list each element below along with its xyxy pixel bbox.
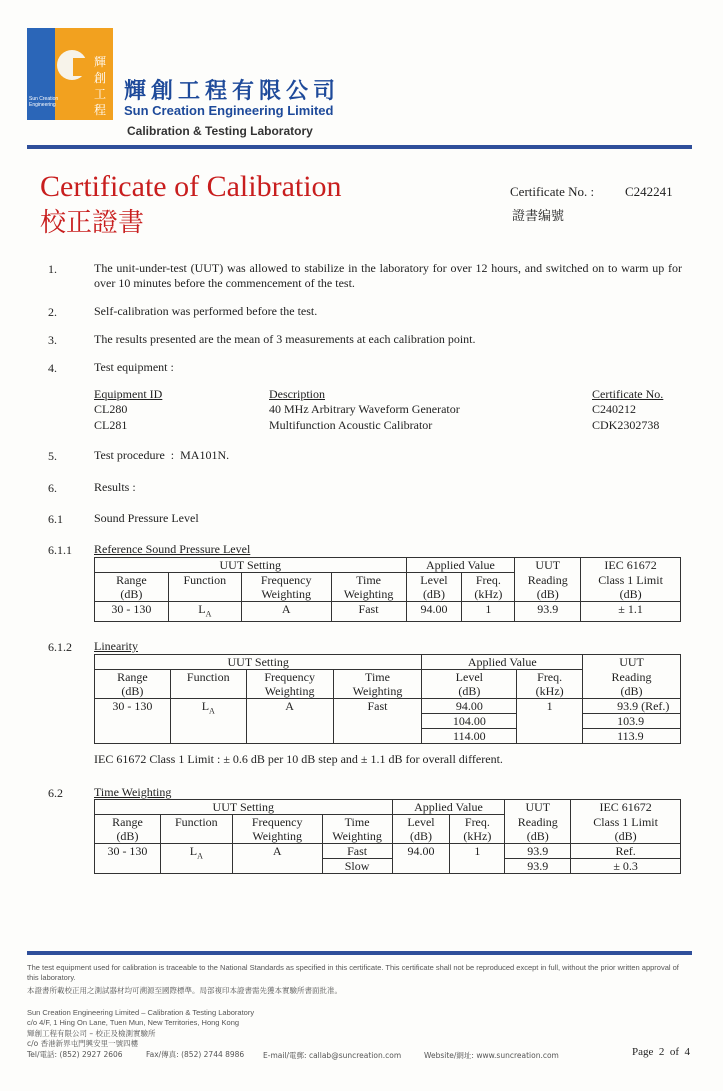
- item-number: 5.: [48, 449, 57, 463]
- range-header: Range (dB): [95, 573, 169, 602]
- reading-cell: 113.9: [583, 729, 681, 744]
- level-header: Level (dB): [406, 573, 462, 602]
- equipment-header-certificate: Certificate No.: [592, 387, 664, 401]
- item-text: Test procedure : MA101N.: [94, 448, 230, 462]
- section-heading: Reference Sound Pressure Level: [94, 542, 251, 556]
- item-text: Test equipment :: [94, 360, 174, 374]
- table-row: [95, 844, 681, 859]
- limit-cell: ± 0.3: [571, 859, 681, 874]
- header-divider: [27, 145, 692, 149]
- freq-header: Freq. (kHz): [517, 670, 583, 699]
- limit-cell: Ref.: [571, 844, 681, 859]
- reading-cell: 93.9 (Ref.): [583, 699, 681, 714]
- linearity-limit-note: IEC 61672 Class 1 Limit : ± 0.6 dB per 10 dB step and ± 1.1 dB for overall different.: [94, 752, 503, 766]
- certificate-title-cn: 校正證書: [40, 208, 145, 238]
- reading-cell: 93.9: [515, 602, 581, 622]
- frequency-weighting-header: Frequency Weighting: [241, 573, 331, 602]
- uut-setting-header: UUT Setting: [95, 558, 407, 573]
- item-number: 3.: [48, 333, 57, 347]
- address-line: c/o 香港新界屯門興安里一號四樓: [27, 1039, 139, 1048]
- item-number: 6.: [48, 481, 57, 495]
- freq-header: Freq. (kHz): [450, 815, 505, 844]
- address-line: c/o 4/F, 1 Hing On Lane, Tuen Mun, New Territories, Hong Kong: [27, 1018, 240, 1027]
- level-cell: 94.00: [422, 699, 517, 714]
- uut-setting-header: UUT Setting: [95, 800, 393, 815]
- level-cell: 104.00: [422, 714, 517, 729]
- time-weighting-header: Time Weighting: [333, 670, 422, 699]
- company-name-en: Sun Creation Engineering Limited: [124, 103, 334, 118]
- company-logo: [27, 28, 113, 120]
- time-weighting-cell: Fast: [331, 602, 406, 622]
- address-line: 輝創工程有限公司 – 校正及檢測實驗所: [27, 1029, 156, 1038]
- iec-header: IEC 61672: [571, 800, 681, 815]
- limit-header: Class 1 Limit (dB): [571, 815, 681, 844]
- company-name-cn: 輝創工程有限公司: [124, 79, 341, 104]
- website-link[interactable]: Website/網址: www.suncreation.com: [424, 1051, 559, 1060]
- level-header: Level (dB): [422, 670, 517, 699]
- item-text: The unit-under-test (UUT) was allowed to stabilize in the laboratory for over 12 hours, and switched on to warm up for over 10 minutes before the commencement of the test.: [94, 261, 682, 290]
- applied-value-header: Applied Value: [422, 655, 583, 670]
- section-heading: Time Weighting: [94, 785, 172, 799]
- reading-header: Reading (dB): [583, 670, 681, 699]
- reference-spl-table: [94, 557, 681, 622]
- telephone: Tel/電話: (852) 2927 2606: [27, 1050, 123, 1059]
- time-weighting-header: Time Weighting: [322, 815, 392, 844]
- limit-header: Class 1 Limit (dB): [581, 573, 681, 602]
- equipment-certificate: CDK2302738: [592, 418, 660, 432]
- freq-cell: 1: [462, 602, 515, 622]
- item-number: 6.1.1: [48, 543, 72, 557]
- equipment-certificate: C240212: [592, 402, 637, 416]
- equipment-header-id: Equipment ID: [94, 387, 163, 401]
- reading-header: Reading (dB): [505, 815, 571, 844]
- iec-header: IEC 61672: [581, 558, 681, 573]
- time-weighting-cell: Fast: [333, 699, 422, 744]
- traceability-statement: The test equipment used for calibration is traceable to the National Standards as specified in this certificate. This certificate shall not be reproduced except in full, without the prior written approval of this laboratory.: [27, 963, 679, 982]
- item-number: 2.: [48, 305, 57, 319]
- equipment-header-description: Description: [269, 387, 325, 401]
- table-row: [95, 602, 681, 622]
- uut-header: UUT: [515, 558, 581, 573]
- function-cell: $L_A$: [168, 602, 241, 622]
- equipment-description: Multifunction Acoustic Calibrator: [269, 418, 433, 432]
- item-text: Sound Pressure Level: [94, 511, 199, 525]
- equipment-id: CL280: [94, 402, 128, 416]
- section-heading: Linearity: [94, 639, 138, 653]
- level-cell: 94.00: [392, 844, 450, 874]
- frequency-weighting-cell: A: [232, 844, 322, 874]
- function-header: Function: [170, 670, 246, 699]
- address-line: Sun Creation Engineering Limited – Calibration & Testing Laboratory: [27, 1008, 255, 1017]
- item-text: Results :: [94, 480, 136, 494]
- page-number: Page 2 of 4: [632, 1046, 691, 1058]
- footer-divider: [27, 951, 692, 955]
- freq-cell: 1: [450, 844, 505, 874]
- time-weighting-table: [94, 799, 681, 874]
- linearity-table: [94, 654, 681, 744]
- function-cell: $L_A$: [160, 844, 232, 874]
- function-cell: $L_A$: [170, 699, 246, 744]
- frequency-weighting-cell: A: [241, 602, 331, 622]
- email-link[interactable]: E-mail/電郵: callab@suncreation.com: [263, 1051, 402, 1060]
- item-number: 6.1: [48, 512, 63, 526]
- applied-value-header: Applied Value: [406, 558, 515, 573]
- uut-setting-header: UUT Setting: [95, 655, 422, 670]
- item-number: 1.: [48, 262, 57, 276]
- item-number: 4.: [48, 361, 57, 375]
- range-cell: 30 - 130: [95, 699, 171, 744]
- traceability-statement-cn: 本證書所載校正用之測試器材均可溯源至國際標準。局部複印本證書需先獲本實驗所書面批准。: [27, 986, 342, 995]
- time-weighting-header: Time Weighting: [331, 573, 406, 602]
- level-cell: 94.00: [406, 602, 462, 622]
- lab-name: Calibration & Testing Laboratory: [127, 124, 313, 138]
- uut-header: UUT: [583, 655, 681, 670]
- frequency-weighting-cell: A: [246, 699, 333, 744]
- frequency-weighting-header: Frequency Weighting: [232, 815, 322, 844]
- function-header: Function: [160, 815, 232, 844]
- frequency-weighting-header: Frequency Weighting: [246, 670, 333, 699]
- reading-header: Reading (dB): [515, 573, 581, 602]
- reading-cell: 93.9: [505, 844, 571, 859]
- logo-text-cn: 輝創工程: [93, 55, 106, 117]
- range-header: Range (dB): [95, 815, 161, 844]
- certificate-no: C242241: [625, 184, 673, 199]
- level-header: Level (dB): [392, 815, 450, 844]
- item-number: 6.1.2: [48, 640, 72, 654]
- logo-text-en: Sun Creation Engineering: [29, 96, 59, 108]
- equipment-description: 40 MHz Arbitrary Waveform Generator: [269, 402, 460, 416]
- time-weighting-cell: Slow: [322, 859, 392, 874]
- freq-cell: 1: [517, 699, 583, 744]
- item-text: The results presented are the mean of 3 measurements at each calibration point.: [94, 332, 476, 346]
- applied-value-header: Applied Value: [392, 800, 505, 815]
- certificate-title-en: Certificate of Calibration: [40, 170, 342, 203]
- function-header: Function: [168, 573, 241, 602]
- reading-cell: 93.9: [505, 859, 571, 874]
- range-cell: 30 - 130: [95, 844, 161, 874]
- item-number: 6.2: [48, 786, 63, 800]
- time-weighting-cell: Fast: [322, 844, 392, 859]
- range-cell: 30 - 130: [95, 602, 169, 622]
- item-text: Self-calibration was performed before the test.: [94, 304, 318, 318]
- certificate-no-label-cn: 證書编號: [512, 209, 565, 224]
- reading-cell: 103.9: [583, 714, 681, 729]
- table-row: [95, 699, 681, 714]
- freq-header: Freq. (kHz): [462, 573, 515, 602]
- certificate-no-label: Certificate No. :: [510, 184, 595, 199]
- limit-cell: ± 1.1: [581, 602, 681, 622]
- range-header: Range (dB): [95, 670, 171, 699]
- fax: Fax/傳真: (852) 2744 8986: [146, 1050, 245, 1059]
- equipment-id: CL281: [94, 418, 128, 432]
- level-cell: 114.00: [422, 729, 517, 744]
- uut-header: UUT: [505, 800, 571, 815]
